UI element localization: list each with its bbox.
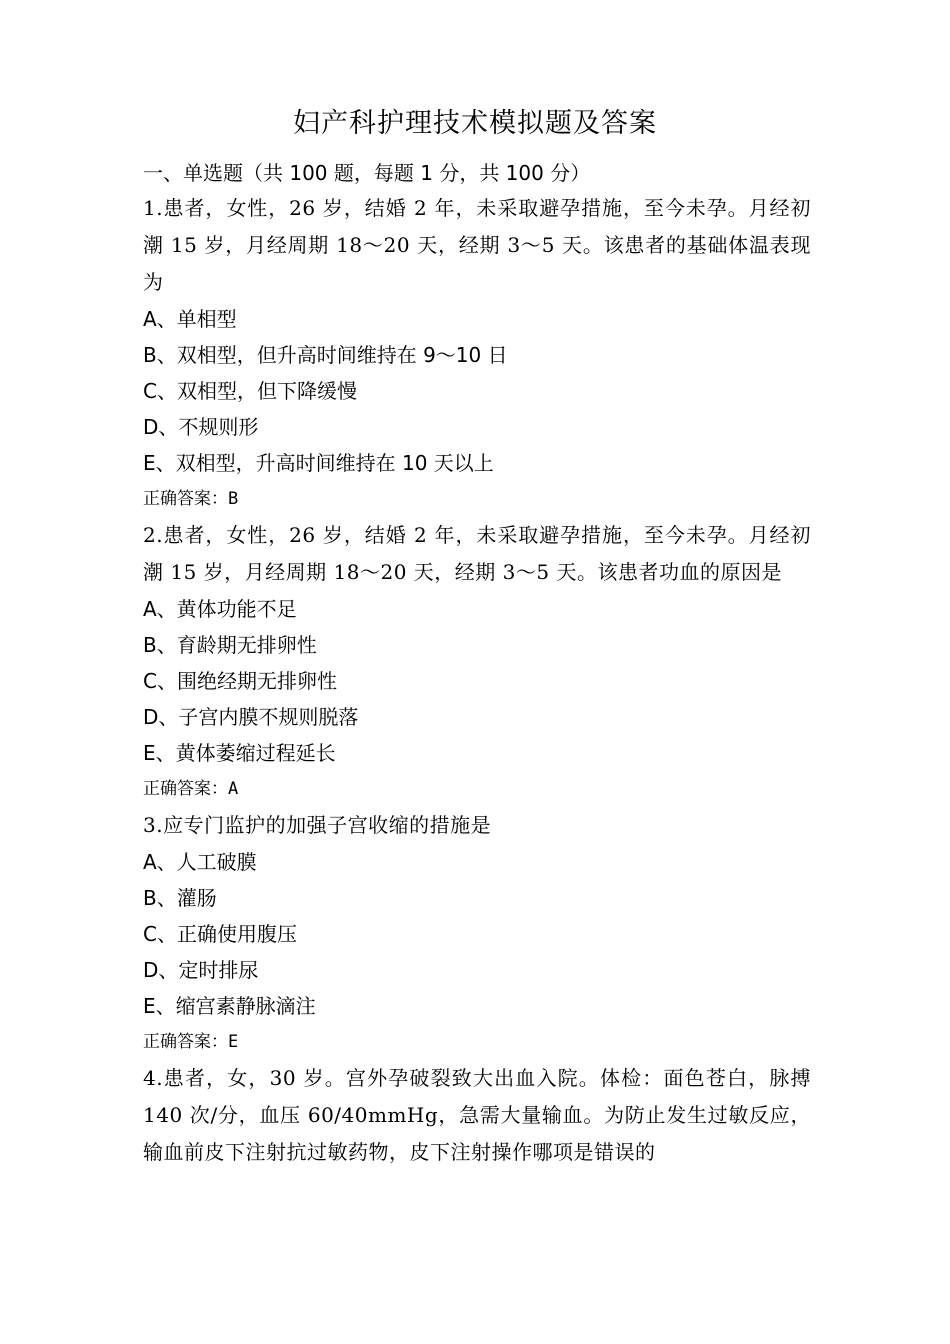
section-heading: 一、单选题（共 100 题，每题 1 分，共 100 分） [143,161,591,185]
option-d: D、不规则形 [143,415,259,439]
correct-answer: 正确答案：B [143,489,239,509]
question-1 [143,190,811,517]
option-e: E、双相型，升高时间维持在 10 天以上 [143,451,494,475]
option-d: D、子宫内膜不规则脱落 [143,705,359,729]
question-list [143,190,811,1171]
option-e: E、黄体萎缩过程延长 [143,741,336,765]
question-text: 2.患者，女性，26 岁，结婚 2 年，未采取避孕措施，至今未孕。月经初潮 15 岁，月经周期 18～20 天，经期 3～5 天。该患者功血的原因是 [143,523,811,584]
option-d: D、定时排尿 [143,958,259,982]
option-b: B、双相型，但升高时间维持在 9～10 日 [143,343,508,367]
question-3 [143,807,811,1060]
question-text: 1.患者，女性，26 岁，结婚 2 年，未采取避孕措施，至今未孕。月经初潮 15 岁，月经周期 18～20 天，经期 3～5 天。该患者的基础体温表现为 [143,196,811,294]
question-text: 4.患者，女，30 岁。宫外孕破裂致大出血入院。体检：面色苍白，脉搏 140 次/分，血压 60/40mmHg，急需大量输血。为防止发生过敏反应，输血前皮下注射抗过敏药物，皮下注射操作哪项是错误的 [143,1066,811,1164]
correct-answer: 正确答案：A [143,779,239,799]
option-c: C、正确使用腹压 [143,922,297,946]
option-b: B、灌肠 [143,886,217,910]
option-e: E、缩宫素静脉滴注 [143,994,316,1018]
option-c: C、双相型，但下降缓慢 [143,379,357,403]
option-c: C、围绝经期无排卵性 [143,669,337,693]
question-4 [143,1060,811,1171]
correct-answer: 正确答案：E [143,1032,239,1052]
option-a: A、人工破膜 [143,850,257,874]
option-b: B、育龄期无排卵性 [143,633,317,657]
question-text: 3.应专门监护的加强子宫收缩的措施是 [143,813,492,837]
option-a: A、单相型 [143,307,237,331]
option-a: A、黄体功能不足 [143,597,297,621]
question-2 [143,517,811,807]
document-title: 妇产科护理技术模拟题及答案 [293,108,657,139]
